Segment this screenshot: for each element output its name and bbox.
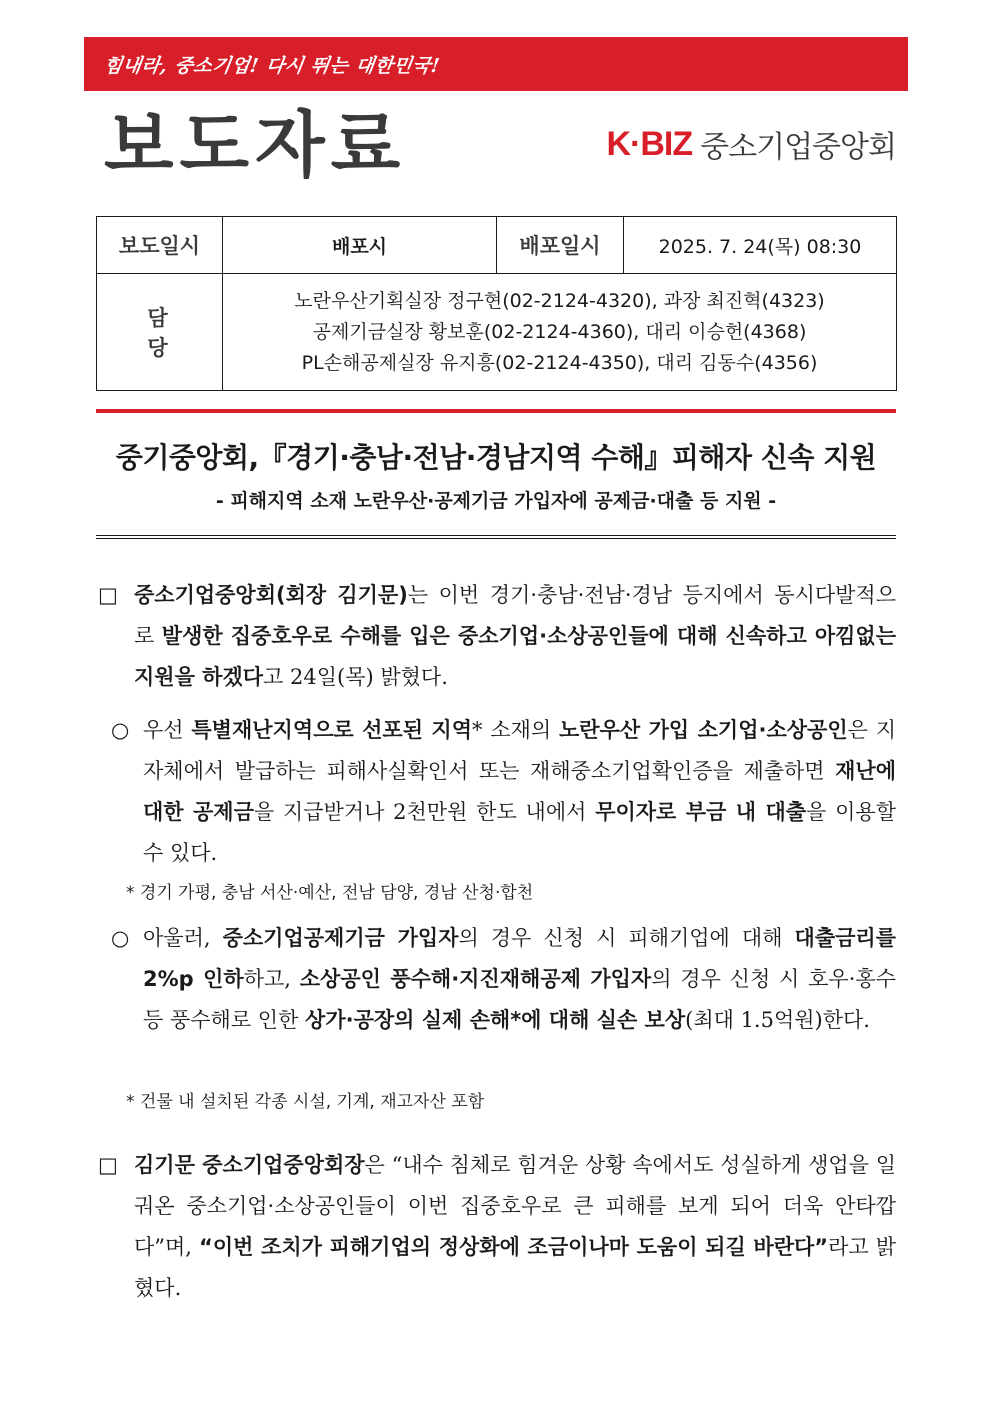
contact-line: 노란우산기획실장 정구현(02-2124-4320), 과장 최진혁(4323): [294, 289, 825, 312]
distribute-value: 2025. 7. 24(목) 08:30: [624, 217, 897, 274]
p4-text: 은 “내수 침체로 힘겨운 상황 속에서도 성실하게 생업을 일궈온 중소기업·소상공인들이 이번 집중호우로 큰 피해를 보게 되어 더욱 안타깝다”며,: [134, 1153, 896, 1259]
p3-emphasis: 상가·공장의 실제 손해*에 대해 실손 보상: [305, 1008, 686, 1032]
red-divider: [96, 409, 896, 413]
p4-subject: 김기문 중소기업중앙회장: [134, 1153, 365, 1177]
top-banner: [84, 37, 908, 91]
p2-emphasis: 특별재난지역으로 선포된 지역: [191, 718, 473, 742]
release-value: 배포시: [223, 217, 497, 274]
p2-text: * 소재의: [472, 718, 560, 742]
p3-text: 의 경우 신청 시 호우·홍수 등 풍수해로 인한: [143, 967, 896, 1032]
subheadline: - 피해지역 소재 노란우산·공제기금 가입자에 공제금·대출 등 지원 -: [215, 490, 777, 512]
contact-line: PL손해공제실장 유지흥(02-2124-4350), 대리 김동수(4356): [301, 351, 818, 374]
p4-quote: “이번 조치가 피해기업의 정상화에 조금이나마 도움이 되길 바란다”: [199, 1235, 829, 1259]
headline: 중기중앙회,『경기·충남·전남·경남지역 수해』피해자 신속 지원: [115, 441, 877, 474]
logo-kbiz-mark: K·BIZ: [606, 124, 693, 163]
p3-text: 아울러,: [143, 926, 223, 950]
release-info-table: [96, 216, 897, 391]
doc-type-title: 보도자료: [104, 103, 407, 187]
paragraph-2: [111, 710, 897, 874]
p2-emphasis: 재난에 대한 공제금: [143, 759, 896, 824]
double-divider: [96, 535, 896, 539]
p2-text: 은 지자체에서 발급하는 피해사실확인서 또는 재해중소기업확인증을 제출하면: [143, 718, 897, 783]
banner-slogan: 힘내라, 중소기업! 다시 뛰는 대한민국!: [102, 55, 442, 77]
contact-line: 공제기금실장 황보훈(02-2124-4360), 대리 이승헌(4368): [312, 320, 807, 343]
footnote-assets: * 건물 내 설치된 각종 시설, 기계, 재고자산 포함: [126, 1092, 485, 1112]
square-bullet-icon: □: [98, 583, 118, 607]
paragraph-4: [98, 1145, 896, 1309]
p3-text: 하고,: [243, 967, 300, 991]
p2-text: 을 이용할 수 있다.: [143, 800, 896, 865]
p1-subject: 중소기업중앙회(회장 김기문): [134, 583, 408, 607]
p2-emphasis: 무이자로 부금 내 대출: [595, 800, 807, 824]
footnote-regions: * 경기 가평, 충남 서산·예산, 전남 담양, 경남 산청·합천: [126, 883, 534, 903]
contact-list: [223, 274, 897, 391]
distribute-label: 배포일시: [497, 217, 624, 274]
p3-text: 의 경우 신청 시 피해기업에 대해: [458, 926, 795, 950]
circle-bullet-icon: ○: [111, 926, 130, 950]
square-bullet-icon: □: [98, 1153, 118, 1177]
release-label: 보도일시: [97, 217, 223, 274]
p2-emphasis: 노란우산 가입 소기업·소상공인: [559, 718, 848, 742]
p1-text: 는 이번 경기·충남·전남·경남 등지에서 동시다발적으로: [134, 583, 897, 648]
p4-text-end: 라고 밝혔다.: [134, 1235, 896, 1300]
paragraph-3: [111, 918, 896, 1041]
kbiz-logo: [606, 122, 896, 166]
p3-emphasis: 소상공인 풍수해·지진재해공제 가입자: [299, 967, 652, 991]
logo-org-name: 중소기업중앙회: [700, 130, 896, 165]
circle-bullet-icon: ○: [111, 718, 130, 742]
p3-text: (최대 1.5억원)한다.: [685, 1008, 870, 1032]
p2-text: 우선: [143, 718, 192, 742]
p2-text: 을 지급받거나 2천만원 한도 내에서: [253, 800, 596, 824]
p1-text-end: 고 24일(목) 밝혔다.: [263, 665, 448, 689]
p1-emphasis: 발생한 집중호우로 수해를 입은 중소기업·소상공인들에 대해 신속하고 아낌없는 지원을 하겠다: [134, 624, 897, 689]
p3-emphasis: 중소기업공제기금 가입자: [222, 926, 459, 950]
p3-emphasis: 대출금리를 2%p 인하: [143, 926, 896, 991]
paragraph-1: [98, 575, 897, 698]
contact-label: 담 당: [97, 274, 223, 391]
